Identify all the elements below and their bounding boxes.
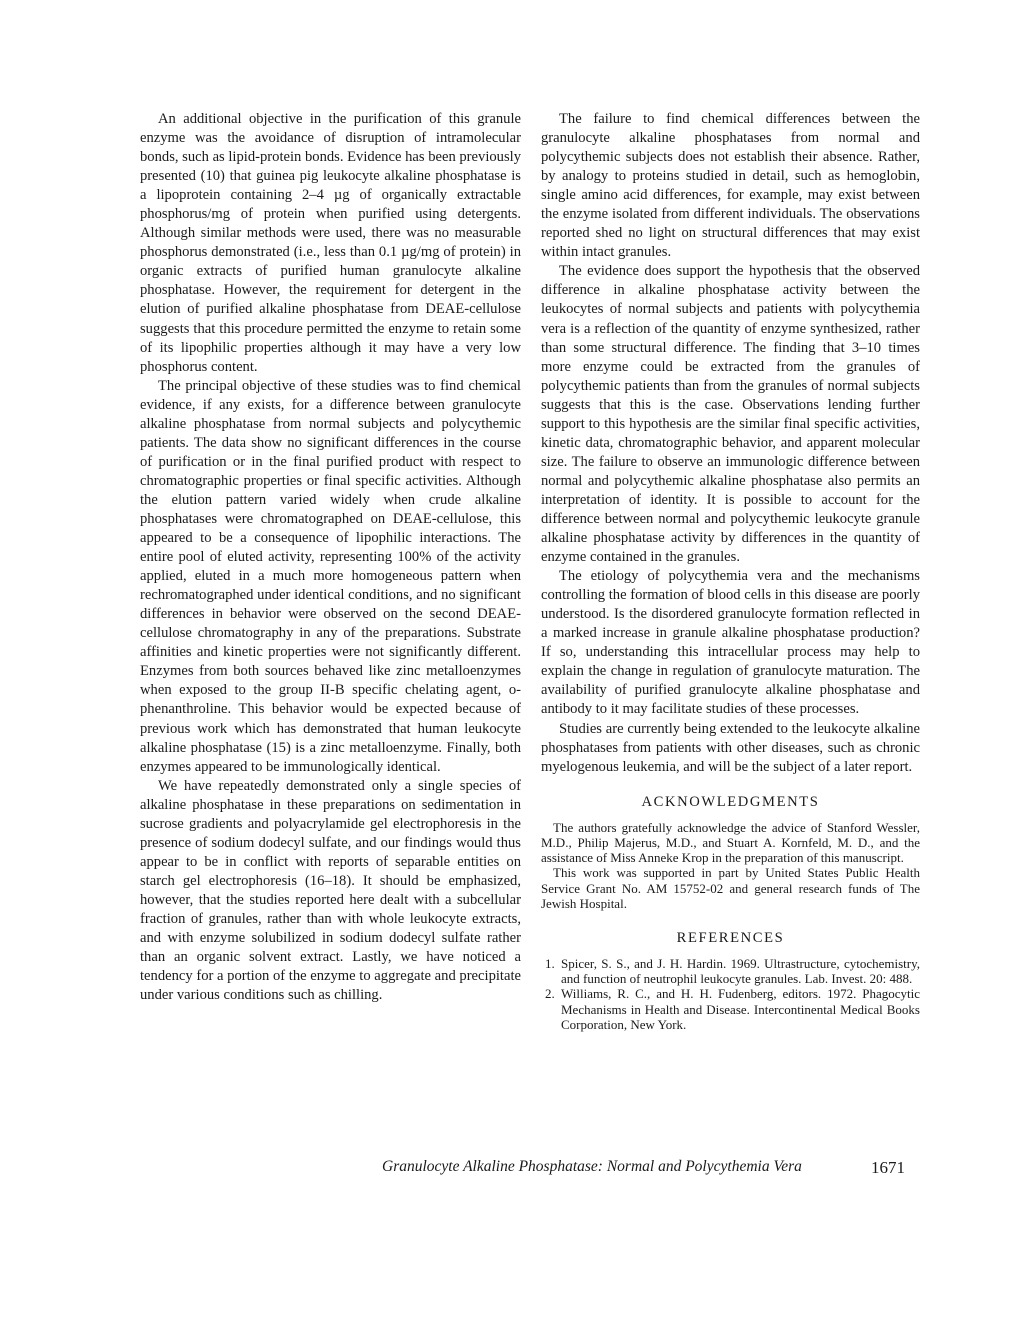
reference-number: 2. bbox=[545, 986, 555, 1002]
body-paragraph: The evidence does support the hypothesis that the observed difference in alkaline phosphatase activity between the leukocytes of normal subjects and patients with polycythemia vera is a reflection of the quantity of enzyme synthesized, rather than some structural difference. The finding that 3–10 times more enzyme could be extracted from the granules of polycythemic patients than from the granules of normal subjects suggests that this is the case. Observations lending further support to this hypothesis are the similar final specific activities, kinetic data, chromatographic behavior, and apparent molecular size. The failure to observe an immunologic difference between normal and polycythemic alkaline phosphatase also permits an interpretation of identity. It is possible to account for the difference between normal and polycythemic leukocyte granule alkaline phosphatase activity by differences in the quantity of enzyme contained in the granules. bbox=[541, 263, 920, 566]
page-number: 1671 bbox=[871, 1158, 905, 1177]
reference-text: Spicer, S. S., and J. H. Hardin. 1969. Ultrastructure, cytochemistry, and function of neutrophil leukocyte granules. Lab. Invest. 20: 488. bbox=[561, 955, 920, 987]
body-paragraph: The principal objective of these studies was to find chemical evidence, if any exists, for a difference between granulocyte alkaline phosphatase from normal subjects and polycythemic patients. The data show no significant differences in the course of purification or in the final purified product with respect to chromatographic properties or final specific activities. Although the elution pattern varied widely when crude alkaline phosphatases were chromatographed on DEAE-cellulose, this appeared to be a consequence of lipophilic interactions. The entire pool of eluted activity, representing 100% of the activity applied, eluted in a much more homogeneous pattern when rechromatographed under identical conditions, and no significant differences in behavior were observed on the second DEAE-cellulose chromatography in any of the preparations. Substrate affinities and kinetic properties were not significantly different. Enzymes from both sources behaved like zinc metalloenzymes when exposed to the group II-B specific chelating agent, o-phenanthroline. This behavior would be expected because of previous work which has demonstrated that human leukocyte alkaline phosphatase (15) is a zinc metalloenzyme. Finally, both enzymes appeared to be immunologically identical. bbox=[140, 377, 521, 775]
running-title: Granulocyte Alkaline Phosphatase: Normal and Polycythemia Vera bbox=[382, 1158, 802, 1175]
body-paragraph: Studies are currently being extended to the leukocyte alkaline phosphatases from patients with other diseases, such as chronic myelogenous leukemia, and will be the subject of a later report. bbox=[541, 720, 920, 775]
acknowledgments-heading: ACKNOWLEDGMENTS bbox=[641, 793, 820, 810]
reference-number: 1. bbox=[545, 955, 555, 971]
right-column bbox=[541, 110, 920, 1032]
body-paragraph: The etiology of polycythemia vera and the mechanisms controlling the formation of blood cells in this disease are poorly understood. Is the disordered granulocyte formation reflected in a marked increase in granule alkaline phosphatase production? If so, understanding this intracellular process may help to explain the change in regulation of granulocyte maturation. The availability of purified granulocyte alkaline phosphatase and antibody to it may facilitate studies of these processes. bbox=[541, 568, 920, 718]
reference-text: Williams, R. C., and H. H. Fudenberg, editors. 1972. Phagocytic Mechanisms in Health and Disease. Intercontinental Medical Books Corporation, New York. bbox=[561, 986, 920, 1032]
left-column bbox=[140, 110, 521, 1005]
reference-item bbox=[541, 956, 920, 986]
acknowledgments-paragraph: This work was supported in part by United States Public Health Service Grant No. AM 15752-02 and general research funds of The Jewish Hospital. bbox=[541, 865, 920, 911]
acknowledgments-paragraph: The authors gratefully acknowledge the advice of Stanford Wessler, M.D., Philip Majerus, M.D., and Stuart A. Kornfeld, M. D., and the assistance of Miss Anneke Krop in the preparation of this manuscript. bbox=[541, 819, 920, 866]
body-paragraph: We have repeatedly demonstrated only a single species of alkaline phosphatase in these preparations on sedimentation in sucrose gradients and polyacrylamide gel electrophoresis in the presence of sodium dodecyl sulfate, and our findings would thus appear to be in conflict with reports of separable entities on starch gel electrophoresis (16–18). It should be emphasized, however, that the studies reported here dealt with a subcellular fraction of granules, rather than with whole leukocyte extracts, and with enzyme solubilized in sodium dodecyl sulfate rather than an organic solvent extract. Lastly, we have noticed a tendency for a portion of the enzyme to aggregate and precipitate under various conditions such as chilling. bbox=[140, 777, 521, 1004]
body-paragraph: The failure to find chemical differences between the granulocyte alkaline phosphatases from normal and polycythemic subjects does not establish their absence. Rather, by analogy to proteins studied in detail, such as hemoglobin, single amino acid differences, for example, may exist between the enzyme isolated from different individuals. The observations reported shed no light on structural differences that may exist within intact granules. bbox=[541, 111, 920, 261]
body-paragraph: An additional objective in the purification of this granule enzyme was the avoidance of disruption of intramolecular bonds, such as lipid-protein bonds. Evidence has been previously presented (10) that guinea pig leukocyte alkaline phosphatase is a lipoprotein containing 2–4 µg of organically extractable phosphorus/mg of protein when purified using detergents. Although similar methods were used, there was no measurable phosphorus demonstrated (i.e., less than 0.1 µg/mg of protein) in organic extracts of purified human granulocyte alkaline phosphatase. However, the requirement for detergent in the elution of purified alkaline phosphatase from DEAE-cellulose suggests that this procedure permitted the enzyme to retain some of its lipophilic properties although it may have a very low phosphorus content. bbox=[140, 111, 521, 375]
references-list bbox=[541, 956, 920, 1032]
acknowledgments-section bbox=[541, 820, 920, 911]
references-heading: REFERENCES bbox=[676, 929, 785, 946]
reference-item bbox=[541, 986, 920, 1032]
